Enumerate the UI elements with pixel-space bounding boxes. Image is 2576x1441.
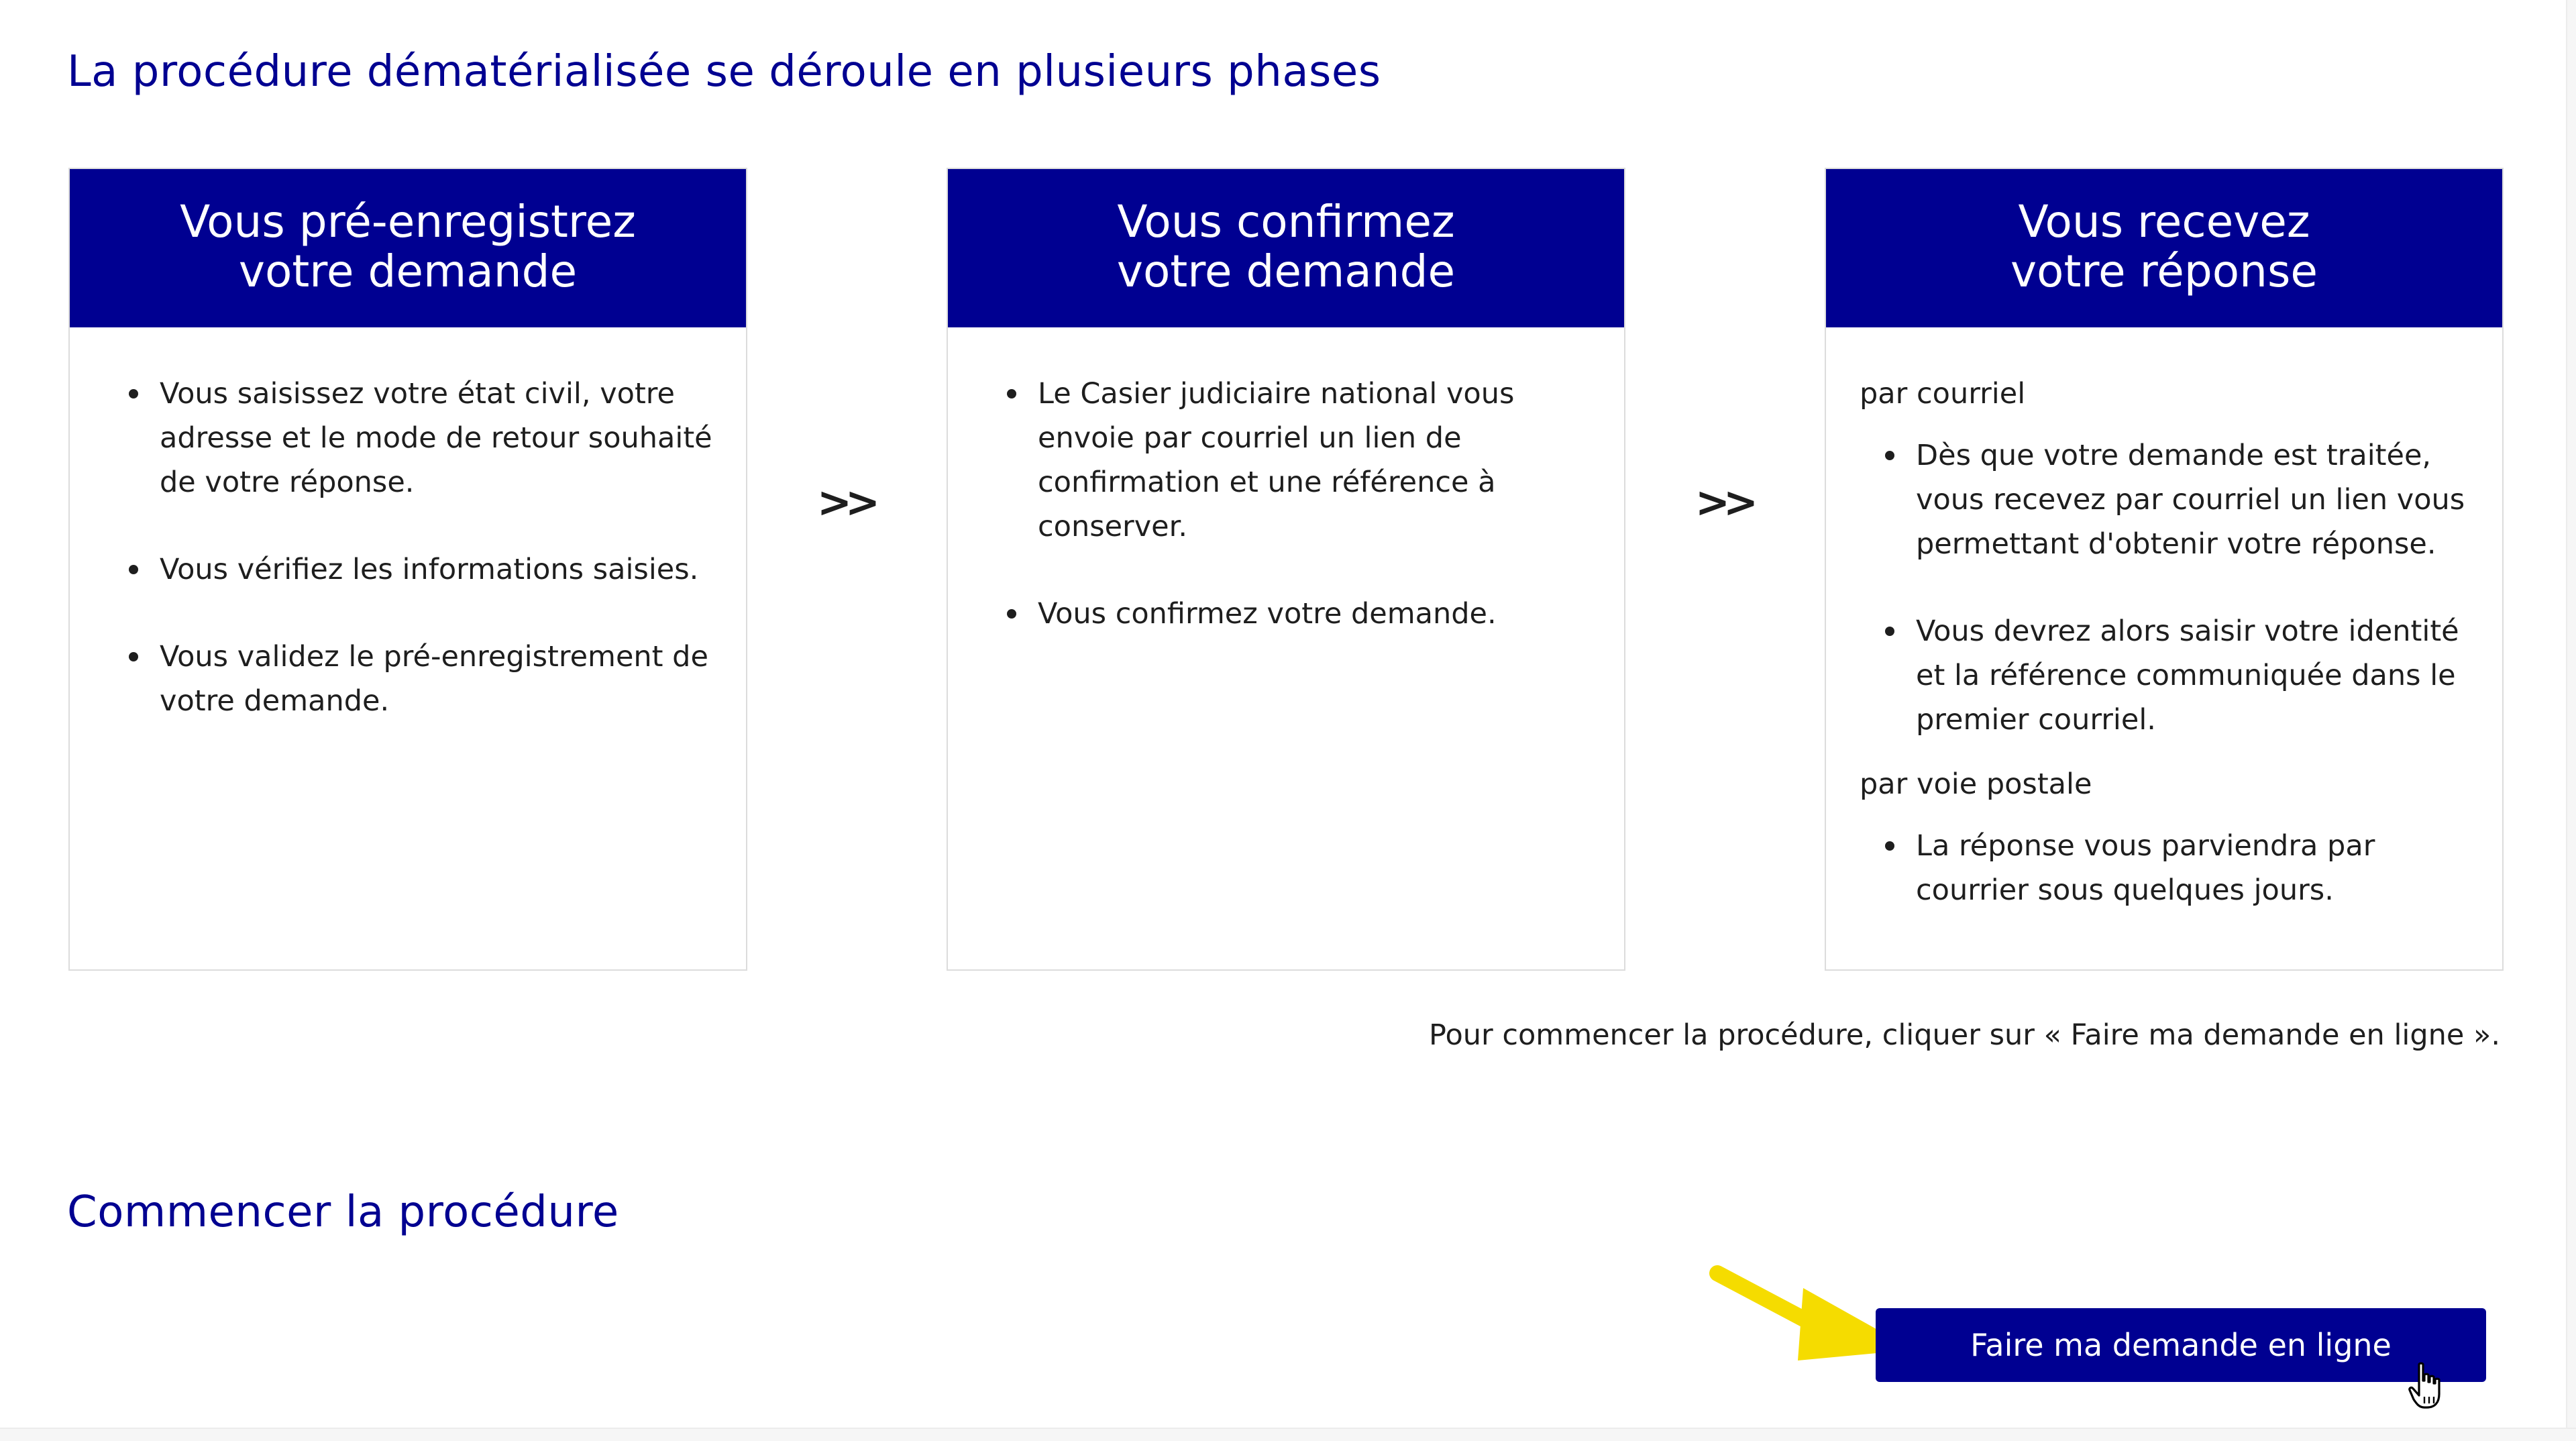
section-title: La procédure dématérialisée se déroule en plusieurs phases: [67, 47, 1381, 97]
phase-title-line2: votre réponse: [2010, 246, 2318, 297]
phase-card-confirm: [947, 168, 1625, 971]
list-item: Vous vérifiez les informations saisies.: [160, 547, 715, 592]
delivery-method-label: par voie postale: [1860, 767, 2092, 801]
list-item: Vous saisissez votre état civil, votre adresse et le mode de retour souhaité de votre réponse.: [160, 372, 715, 504]
phase-steps-list: [103, 372, 715, 723]
phase-card-header: [1826, 169, 2502, 327]
phase-card-body: [70, 327, 746, 723]
phase-card-body: [1826, 327, 2502, 912]
phase-title-line2: votre demande: [1116, 246, 1456, 297]
phase-title-line1: Vous pré-enregistrez: [180, 196, 636, 248]
phase-card-body: [948, 327, 1624, 636]
phase-separator-arrows: >>: [817, 478, 873, 527]
phase-steps-list: [1860, 824, 2471, 912]
list-item: La réponse vous parviendra par courrier sous quelques jours.: [1916, 824, 2471, 912]
scrollbar-edge: [2566, 0, 2576, 1440]
list-item: Le Casier judiciaire national vous envoie par courriel un lien de confirmation et une référence à conserver.: [1038, 372, 1593, 549]
phase-separator-arrows: >>: [1695, 478, 1752, 527]
page-bottom-edge: [0, 1428, 2576, 1441]
phase-title-line1: Vous recevez: [2018, 196, 2310, 248]
phase-steps-list: [1860, 433, 2471, 742]
start-instruction-text: Pour commencer la procédure, cliquer sur « Faire ma demande en ligne ».: [1429, 1018, 2500, 1052]
phase-card-header: [70, 169, 746, 327]
list-item: Vous validez le pré-enregistrement de votre demande.: [160, 635, 715, 723]
list-item: Vous devrez alors saisir votre identité et la référence communiquée dans le premier courriel.: [1916, 609, 2471, 742]
delivery-method-label: par courriel: [1860, 377, 2026, 411]
phase-card-receive: [1825, 168, 2504, 971]
phase-title-line2: votre demande: [238, 246, 578, 297]
phase-steps-list: [981, 372, 1593, 636]
online-request-button[interactable]: Faire ma demande en ligne: [1876, 1308, 2486, 1382]
phase-card-preregister: [68, 168, 747, 971]
list-item: Vous confirmez votre demande.: [1038, 592, 1593, 636]
start-section-title: Commencer la procédure: [67, 1187, 619, 1237]
hand-cursor-icon: [2408, 1362, 2446, 1410]
phase-title-line1: Vous confirmez: [1117, 196, 1455, 248]
list-item: Dès que votre demande est traitée, vous recevez par courriel un lien vous permettant d'obtenir votre réponse.: [1916, 433, 2471, 566]
phase-card-header: [948, 169, 1624, 327]
